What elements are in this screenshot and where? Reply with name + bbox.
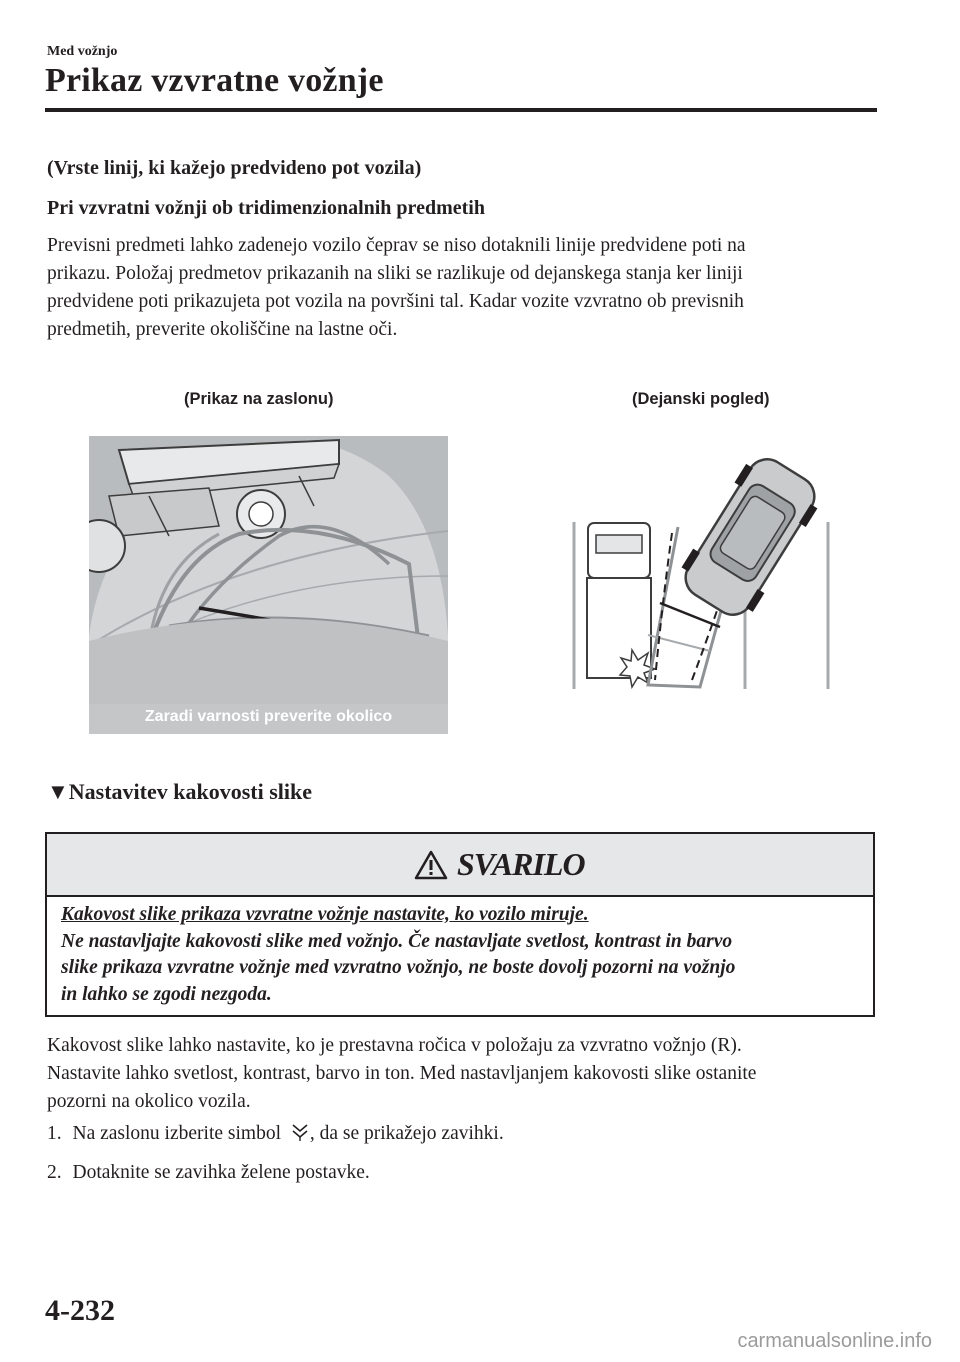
paragraph-line: predvidene poti prikazujeta pot vozila na površini tal. Kadar vozite vzvratno ob previsnih xyxy=(47,291,744,312)
warning-header xyxy=(47,834,873,897)
paragraph-line: Nastavite lahko svetlost, kontrast, barvo in ton. Med nastavljanjem kakovosti slike ostanite xyxy=(47,1063,757,1084)
warning-underlined-line: Kakovost slike prikaza vzvratne vožnje nastavite, ko vozilo miruje. xyxy=(61,904,589,925)
watermark: carmanualsonline.info xyxy=(737,1330,932,1352)
paragraph-line: predmetih, preverite okoliščine na lastne oči. xyxy=(47,319,398,340)
screen-caption: Zaradi varnosti preverite okolico xyxy=(144,708,393,725)
paragraph-line: pozorni na okolico vozila. xyxy=(47,1091,251,1112)
section-heading-image-quality: ▼Nastavitev kakovosti slike xyxy=(47,779,313,804)
subhead-3d-objects: Pri vzvratni vožnji ob tridimenzionalnih predmetih xyxy=(47,197,485,219)
warning-line: in lahko se zgodi nezgoda. xyxy=(61,983,272,1005)
paragraph-line: Previsni predmeti lahko zadenejo vozilo čeprav se niso dotaknili linije predvidene poti na xyxy=(47,235,746,256)
step-text: Dotaknite se zavihka želene postavke. xyxy=(72,1162,370,1183)
actual-view-illustration xyxy=(560,455,850,695)
warning-text xyxy=(61,902,861,1008)
step-text-after: , da se prikažejo zavihki. xyxy=(309,1123,504,1144)
subhead-line-types: (Vrste linij, ki kažejo predvideno pot vozila) xyxy=(47,157,422,179)
warning-line: slike prikaza vzvratne vožnje med vzvratno vožnjo, ne boste dovolj pozorni na vožnjo xyxy=(61,957,736,978)
screen-view-illustration xyxy=(89,436,448,734)
step-number: 1. xyxy=(47,1123,62,1144)
warning-title: SVARILO xyxy=(457,846,585,882)
step-text: Na zaslonu izberite simbol xyxy=(72,1123,281,1144)
paragraph-line: prikazu. Položaj predmetov prikazanih na sliki se razlikuje od dejanskega stanja ker liniji xyxy=(47,263,743,284)
page-number: 4-232 xyxy=(45,1294,115,1327)
double-chevron-down-icon xyxy=(290,1122,310,1142)
figure-label-screen: (Prikaz na zaslonu) xyxy=(184,390,334,408)
paragraph-image-quality xyxy=(47,1032,882,1116)
step-item xyxy=(47,1122,504,1145)
section-label: Med vožnjo xyxy=(47,44,118,59)
warning-line: Ne nastavljajte kakovosti slike med vožnjo. Če nastavljate svetlost, kontrast in barvo xyxy=(61,930,733,952)
title-rule xyxy=(45,108,877,112)
figure-label-actual: (Dejanski pogled) xyxy=(632,390,770,408)
paragraph-overhang xyxy=(47,232,882,344)
warning-box xyxy=(45,832,875,1017)
page-title: Prikaz vzvratne vožnje xyxy=(45,62,384,99)
step-item xyxy=(47,1162,370,1184)
paragraph-line: Kakovost slike lahko nastavite, ko je prestavna ročica v položaju za vzvratno vožnjo (R). xyxy=(47,1035,742,1056)
warning-triangle-icon xyxy=(414,850,448,880)
step-number: 2. xyxy=(47,1162,62,1183)
